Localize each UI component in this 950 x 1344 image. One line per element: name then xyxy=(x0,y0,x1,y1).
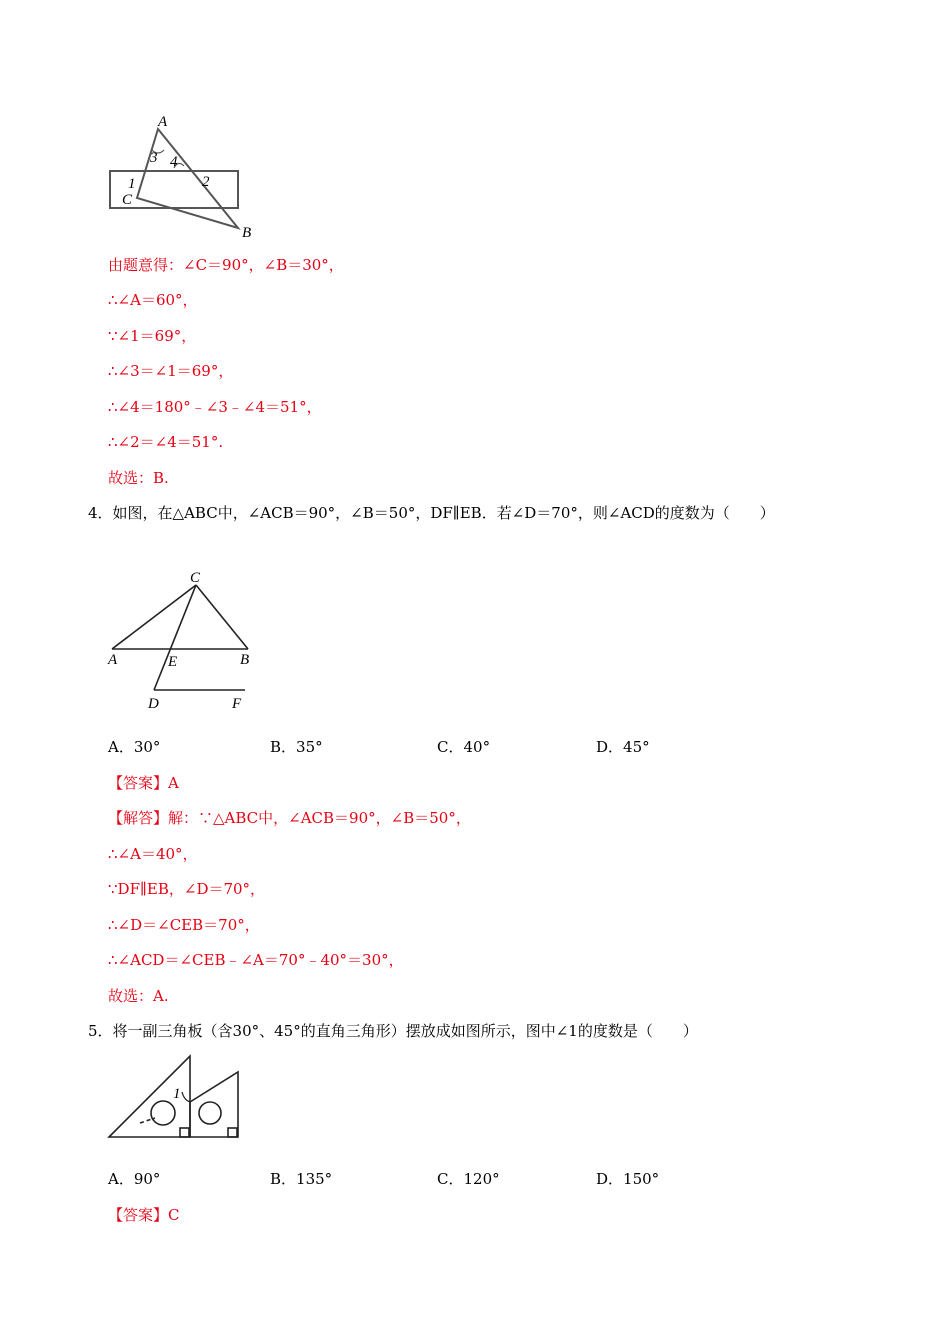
label-D: D xyxy=(148,696,159,712)
angle-1-arc xyxy=(182,1092,190,1102)
question-4: 4．如图，在△ABC中，∠ACB＝90°，∠B＝50°，DF∥EB．若∠D＝70°，则∠ACD的度数为（ ） xyxy=(88,504,775,522)
q5-answer: 【答案】C xyxy=(108,1206,180,1224)
sol3-line-2: ∴∠A＝60°， xyxy=(108,291,198,309)
label-1: 1 xyxy=(128,176,136,192)
label-F: F xyxy=(232,696,242,712)
q4-answer: 【答案】A xyxy=(108,774,179,792)
sol3-line-3: ∵∠1＝69°， xyxy=(108,327,197,345)
q4-sol-line-3: ∵DF∥EB，∠D＝70°， xyxy=(108,880,266,898)
label-A: A xyxy=(108,652,118,668)
figure-q4 xyxy=(100,565,270,715)
figure-q5 xyxy=(100,1050,250,1145)
q4-sol-line-4: ∴∠D＝∠CEB＝70°， xyxy=(108,916,260,934)
q4-sol-line-1: 【解答】解：∵△ABC中，∠ACB＝90°，∠B＝50°， xyxy=(108,809,471,827)
label-A: A xyxy=(158,114,168,130)
q4-sol-line-6: 故选：A. xyxy=(108,987,169,1005)
figure-q3 xyxy=(100,110,270,245)
q5-option-a: A．90° xyxy=(108,1170,161,1188)
q4-sol-line-5: ∴∠ACD＝∠CEB﹣∠A＝70°﹣40°＝30°， xyxy=(108,951,404,969)
q5-option-b: B．135° xyxy=(270,1170,333,1188)
q5-option-d: D．150° xyxy=(596,1170,660,1188)
question-5: 5．将一副三角板（含30°、45°的直角三角形）摆放成如图所示，图中∠1的度数是（ ） xyxy=(88,1022,698,1040)
label-E: E xyxy=(168,654,178,670)
label-C: C xyxy=(122,192,133,208)
label-2: 2 xyxy=(202,174,210,190)
q4-option-c: C．40° xyxy=(437,738,491,756)
sol3-line-4: ∴∠3＝∠1＝69°， xyxy=(108,362,234,380)
sol3-line-1: 由题意得：∠C＝90°，∠B＝30°， xyxy=(108,256,344,274)
label-1: 1 xyxy=(173,1086,181,1102)
q4-option-a: A．30° xyxy=(108,738,161,756)
q5-option-c: C．120° xyxy=(437,1170,500,1188)
sol3-line-7: 故选：B. xyxy=(108,469,169,487)
label-B: B xyxy=(240,652,250,668)
label-B: B xyxy=(242,225,252,241)
q4-option-d: D．45° xyxy=(596,738,650,756)
sol3-line-6: ∴∠2＝∠4＝51°. xyxy=(108,433,224,451)
label-3: 3 xyxy=(150,150,158,166)
triangle-abc xyxy=(137,129,238,228)
sol3-line-5: ∴∠4＝180°﹣∠3﹣∠4＝51°， xyxy=(108,398,322,416)
label-4: 4 xyxy=(170,154,178,170)
q4-option-b: B．35° xyxy=(270,738,323,756)
label-C: C xyxy=(190,570,201,586)
q4-sol-line-2: ∴∠A＝40°， xyxy=(108,845,198,863)
